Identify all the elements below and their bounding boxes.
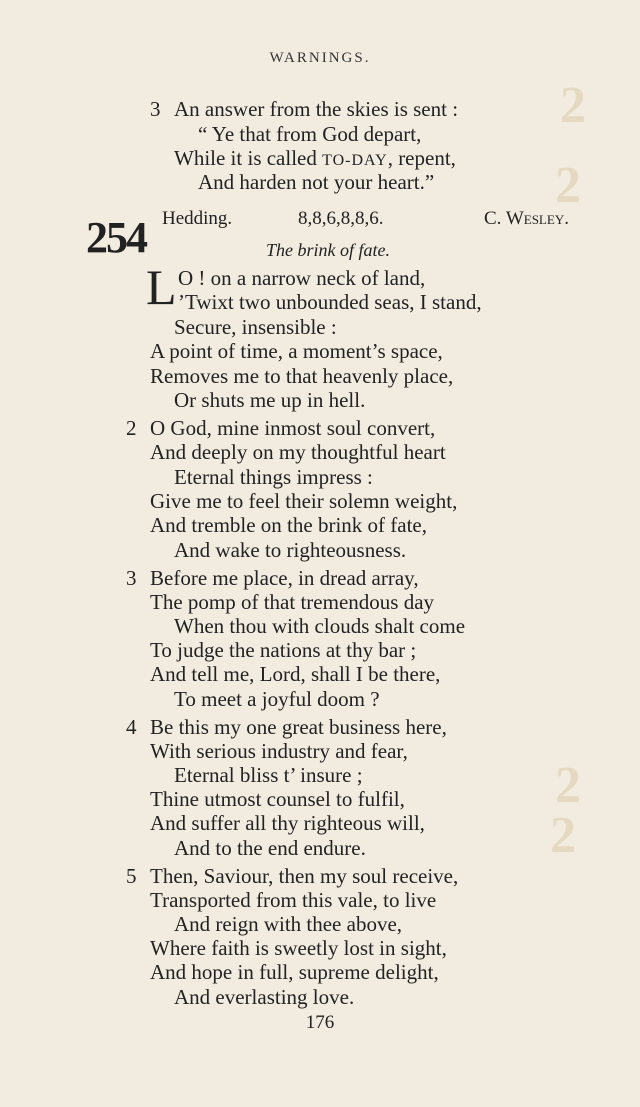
verse-line: O ! on a narrow neck of land,	[178, 266, 426, 290]
verse-line: When thou with clouds shalt come	[174, 614, 466, 638]
verse-line: Give me to feel their solemn weight,	[150, 489, 458, 513]
tune-name: Hedding.	[162, 208, 233, 229]
verse-line: And tremble on the brink of fate,	[150, 513, 427, 537]
verse-line: And harden not your heart.”	[198, 170, 435, 194]
verse-line: Eternal bliss t’ insure ;	[174, 763, 363, 787]
bleed-through-shadow: 2	[550, 807, 576, 864]
verse-line: Before me place, in dread array,	[150, 566, 419, 590]
verse-line: “ Ye that from God depart,	[198, 122, 422, 146]
bleed-through-shadow: 2	[555, 157, 581, 214]
verse-line: To judge the nations at thy bar ;	[150, 638, 417, 662]
verse-line: Thine utmost counsel to fulfil,	[150, 787, 405, 811]
verse-line: An answer from the skies is sent :	[174, 97, 459, 121]
hymn-subtitle: The brink of fate.	[266, 240, 390, 260]
page-number: 176	[305, 1012, 335, 1033]
verse-line: And suffer all thy righteous will,	[150, 811, 425, 835]
meter: 8,8,6,8,8,6.	[298, 208, 384, 229]
verse-line: A point of time, a moment’s space,	[150, 339, 443, 363]
verse-line: And reign with thee above,	[174, 912, 403, 936]
verse-line: ’Twixt two unbounded seas, I stand,	[178, 290, 482, 314]
verse-line: The pomp of that tremendous day	[150, 590, 435, 614]
verse-line: To meet a joyful doom ?	[174, 687, 380, 711]
verse-number: 2	[126, 416, 137, 440]
verse-line: Secure, insensible :	[174, 315, 337, 339]
verse-line: Or shuts me up in hell.	[174, 388, 366, 412]
running-header: WARNINGS.	[269, 50, 371, 66]
verse-line: Transported from this vale, to live	[150, 888, 437, 912]
verse-number: 4	[126, 715, 137, 739]
verse-number: 3	[126, 566, 137, 590]
verse-number: 3	[150, 97, 161, 121]
verse-line: O God, mine inmost soul convert,	[150, 416, 436, 440]
verse-line: Be this my one great business here,	[150, 715, 447, 739]
verse-line: Where faith is sweetly lost in sight,	[150, 936, 447, 960]
author: C. Wesley.	[484, 208, 569, 229]
verse-number: 5	[126, 864, 137, 888]
verse-line: And deeply on my thoughtful heart	[150, 440, 446, 464]
bleed-through-shadow: 2	[555, 757, 581, 814]
bleed-through-shadow: 2	[560, 77, 586, 134]
verse-line: While it is called TO-DAY, repent,	[174, 146, 456, 170]
verse-line: And hope in full, supreme delight,	[150, 960, 439, 984]
verse-line: Then, Saviour, then my soul receive,	[150, 864, 459, 888]
verse-line: With serious industry and fear,	[150, 739, 408, 763]
hymn-number: 254	[86, 213, 146, 262]
verse-line: Eternal things impress :	[174, 465, 373, 489]
verse-line: And wake to righteousness.	[174, 538, 407, 562]
drop-cap: L	[146, 259, 177, 315]
verse-line: Removes me to that heavenly place,	[150, 364, 454, 388]
verse-line: And tell me, Lord, shall I be there,	[150, 662, 441, 686]
verse-line: And everlasting love.	[174, 985, 355, 1009]
verse-line: And to the end endure.	[174, 836, 366, 860]
